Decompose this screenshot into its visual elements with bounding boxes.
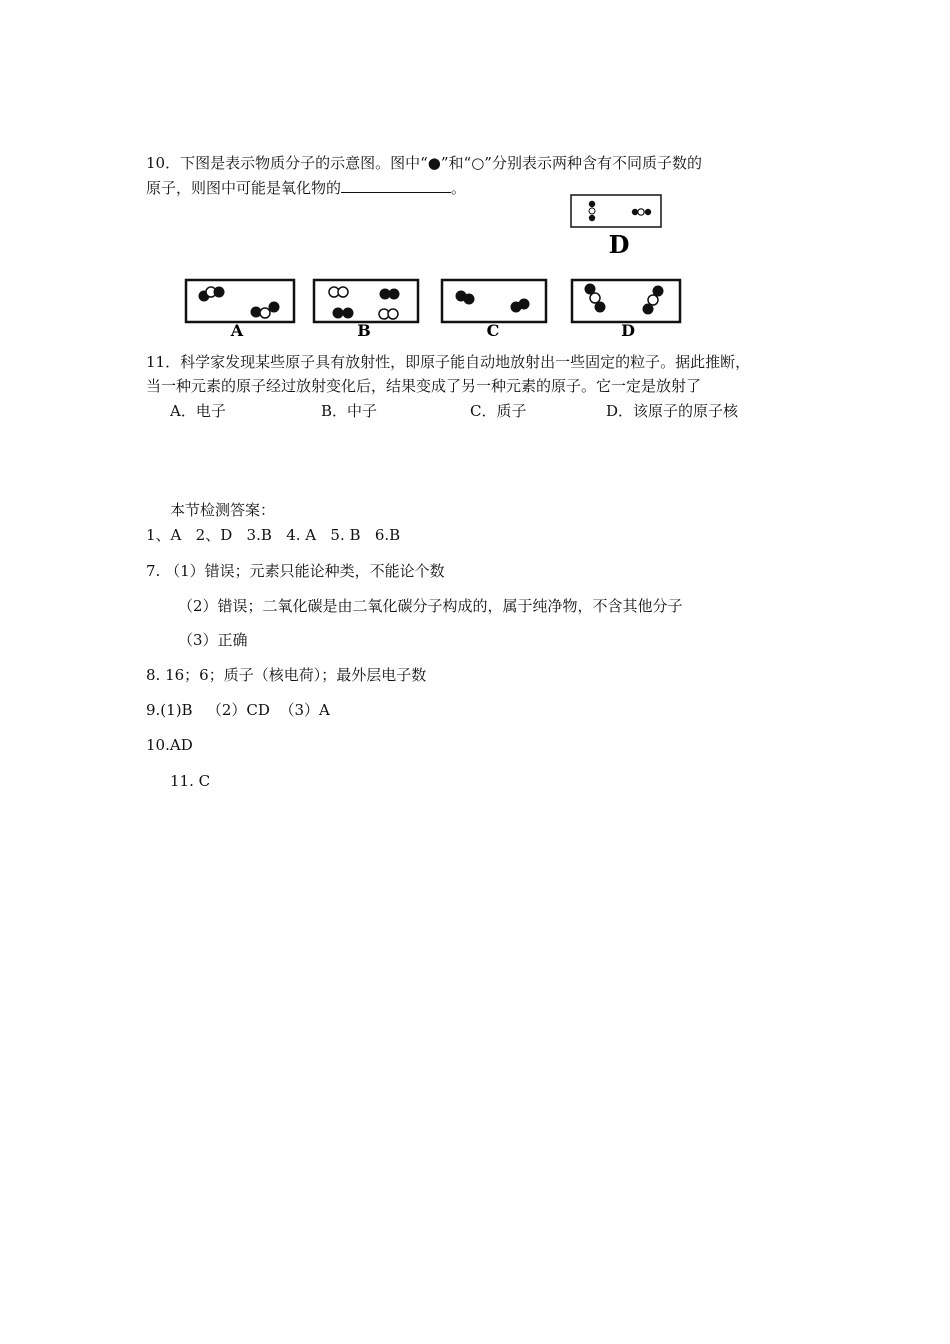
top-figure-atom <box>589 215 595 221</box>
answer-8: 8. 16；6；质子（核电荷）；最外层电子数 <box>146 666 427 684</box>
top-figure-atom <box>589 201 595 207</box>
white-atom <box>388 309 398 319</box>
figure-a-label: A <box>230 321 244 340</box>
white-atom-symbol: ○ <box>471 154 485 172</box>
q10-line1 <box>146 152 702 174</box>
white-atom <box>338 287 348 297</box>
figure-b <box>314 280 418 340</box>
answer-10: 10.AD <box>146 736 193 754</box>
answers-line-1-6: 1、A 2、D 3.B 4. A 5. B 6.B <box>146 526 401 544</box>
top-figure-atom <box>589 208 595 214</box>
answer-7-2: （2）错误；二氧化碳是由二氧化碳分子构成的，属于纯净物，不含其他分子 <box>178 597 683 615</box>
figure-a <box>186 280 294 340</box>
top-molecule-figure <box>568 192 668 256</box>
figure-b-label: B <box>357 321 371 340</box>
top-figure-atom <box>638 209 644 215</box>
figure-d-label: D <box>621 321 635 340</box>
figure-b-box <box>314 280 418 322</box>
black-atom <box>269 302 280 313</box>
black-atom <box>643 304 654 315</box>
top-figure-atom <box>645 209 651 215</box>
q10-text-c: ”分别表示两种含有不同质子数的 <box>484 154 702 172</box>
top-figure-label: D <box>608 230 630 256</box>
white-atom <box>648 295 658 305</box>
q11-option-c: C．质子 <box>470 402 527 420</box>
q10-line2 <box>146 177 466 199</box>
black-atom <box>214 287 225 298</box>
q10-text-d: 原子，则图中可能是氧化物的 <box>146 179 342 197</box>
black-atom <box>343 308 354 319</box>
q11-line1: 11．科学家发现某些原子具有放射性，即原子能自动地放射出一些固定的粒子。据此推断， <box>146 353 751 371</box>
answer-blank[interactable] <box>341 178 451 193</box>
black-atom <box>519 299 530 310</box>
answer-9: 9.(1)B （2）CD （3）A <box>146 701 330 719</box>
answer-11: 11. C <box>170 772 211 790</box>
figure-c-label: C <box>486 321 500 340</box>
black-atom <box>464 294 475 305</box>
q11-option-a: A．电子 <box>170 402 226 420</box>
black-atom-symbol: ● <box>427 154 441 172</box>
black-atom <box>595 302 606 313</box>
answers-heading: 本节检测答案： <box>170 501 276 519</box>
figure-c-box <box>442 280 546 322</box>
q11-option-d: D．该原子的原子核 <box>606 402 739 420</box>
white-atom <box>260 308 270 318</box>
answer-7-3: （3）正确 <box>178 631 248 649</box>
q10-text-e: 。 <box>451 179 467 197</box>
q11-line2: 当一种元素的原子经过放射变化后，结果变成了另一种元素的原子。它一定是放射了 <box>146 377 702 395</box>
answer-7: 7. （1）错误；元素只能论种类，不能论个数 <box>146 562 445 580</box>
molecule-options-figure <box>182 276 692 340</box>
white-atom <box>590 293 600 303</box>
black-atom <box>389 289 400 300</box>
q11-option-b: B．中子 <box>321 402 378 420</box>
q10-text-b: ”和“ <box>440 154 472 172</box>
figure-c <box>442 280 546 340</box>
q10-text-a: 10．下图是表示物质分子的示意图。图中“ <box>146 154 428 172</box>
black-atom <box>333 308 344 319</box>
figure-d <box>572 280 680 340</box>
